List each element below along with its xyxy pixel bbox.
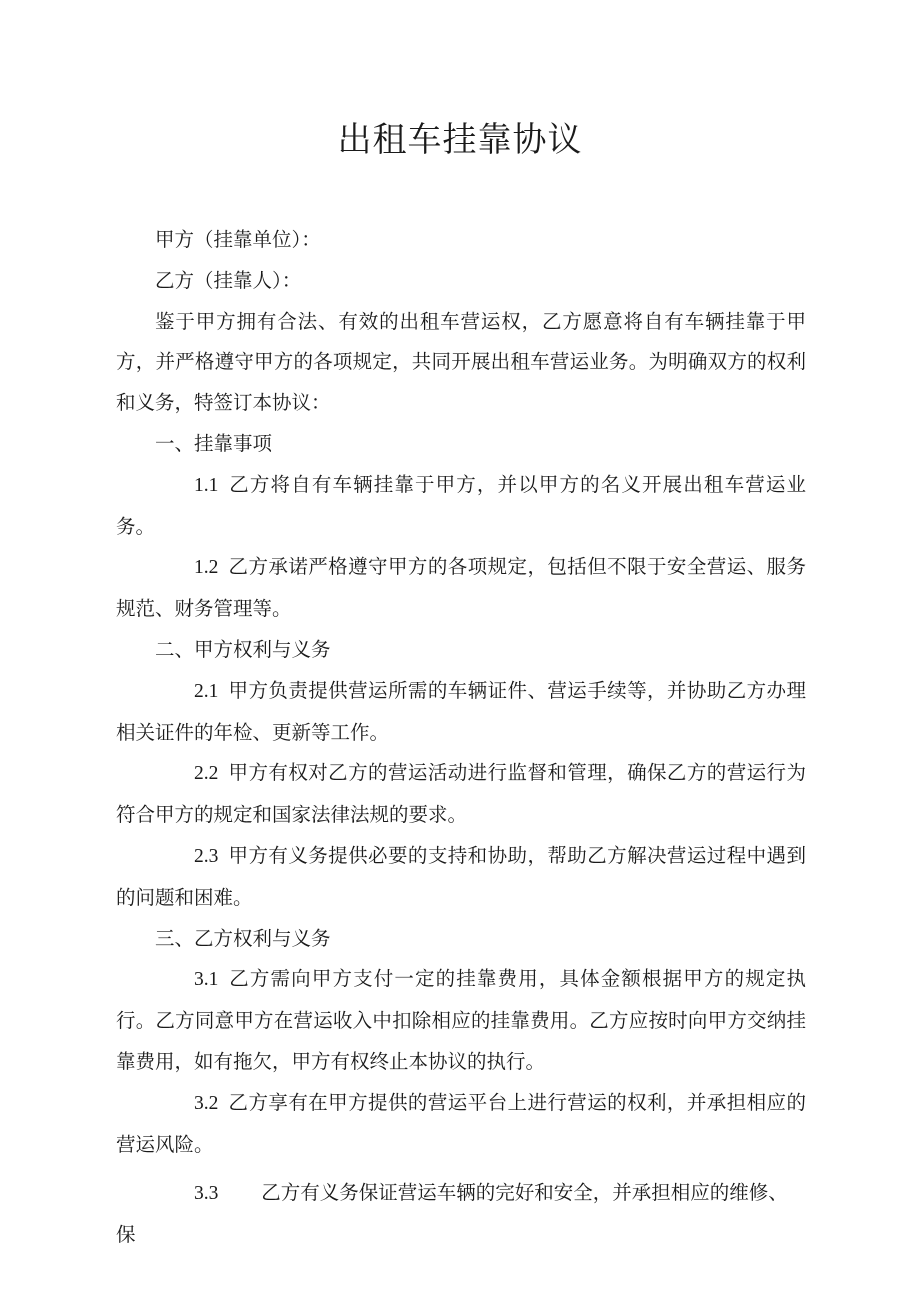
preamble-paragraph: 鉴于甲方拥有合法、有效的出租车营运权，乙方愿意将自有车辆挂靠于甲方，并严格遵守甲方的各项规定，共同开展出租车营运业务。为明确双方的权利和义务，特签订本协议： (116, 309, 806, 415)
clause-number: 2.3 (194, 845, 219, 867)
clause-text: 乙方将自有车辆挂靠于甲方，并以甲方的名义开展出租车营运业务。 (116, 472, 806, 538)
clause-text: 乙方承诺严格遵守甲方的各项规定，包括但不限于安全营运、服务规范、财务管理等。 (116, 555, 806, 621)
clause-number: 3.2 (194, 1092, 219, 1114)
clause (116, 465, 806, 548)
clause-text: 乙方有义务保证营运车辆的完好和安全，并承担相应的维修、保 (116, 1181, 788, 1247)
clause-number: 3.3 (194, 1183, 219, 1205)
clause (116, 547, 806, 630)
clause-number: 2.2 (194, 763, 219, 785)
clause (116, 959, 806, 1082)
clause-text: 甲方有义务提供必要的支持和协助，帮助乙方解决营运过程中遇到的问题和困难。 (116, 843, 806, 909)
clause-text: 甲方有权对乙方的营运活动进行监督和管理，确保乙方的营运行为符合甲方的规定和国家法律法规的要求。 (116, 761, 806, 827)
document-body (116, 220, 806, 1256)
clause-text: 乙方享有在甲方提供的营运平台上进行营运的权利，并承担相应的营运风险。 (116, 1090, 806, 1156)
clause (116, 1083, 806, 1166)
party-b-line: 乙方（挂靠人）： (155, 268, 302, 292)
clause-text: 甲方负责提供营运所需的车辆证件、营运手续等，并协助乙方办理相关证件的年检、更新等工作。 (116, 678, 806, 744)
clause (116, 671, 806, 754)
clause-number: 3.1 (194, 969, 219, 991)
clause (116, 753, 806, 836)
clause (116, 1173, 806, 1256)
clause-number: 2.1 (194, 680, 219, 702)
party-a-line: 甲方（挂靠单位）： (155, 228, 321, 251)
document-title: 出租车挂靠协议 (337, 120, 583, 160)
clause-number: 1.2 (194, 557, 219, 579)
section-heading: 二、甲方权利与义务 (155, 637, 331, 661)
section-heading: 一、挂靠事项 (155, 431, 273, 455)
spacer (116, 1165, 806, 1173)
clause (116, 836, 806, 919)
clause-text: 乙方需向甲方支付一定的挂靠费用，具体金额根据甲方的规定执行。乙方同意甲方在营运收入中扣除相应的挂靠费用。乙方应按时向甲方交纳挂靠费用，如有拖欠，甲方有权终止本协议的执行。 (116, 967, 806, 1073)
section-heading: 三、乙方权利与义务 (155, 926, 331, 950)
clause-number: 1.1 (194, 474, 219, 496)
